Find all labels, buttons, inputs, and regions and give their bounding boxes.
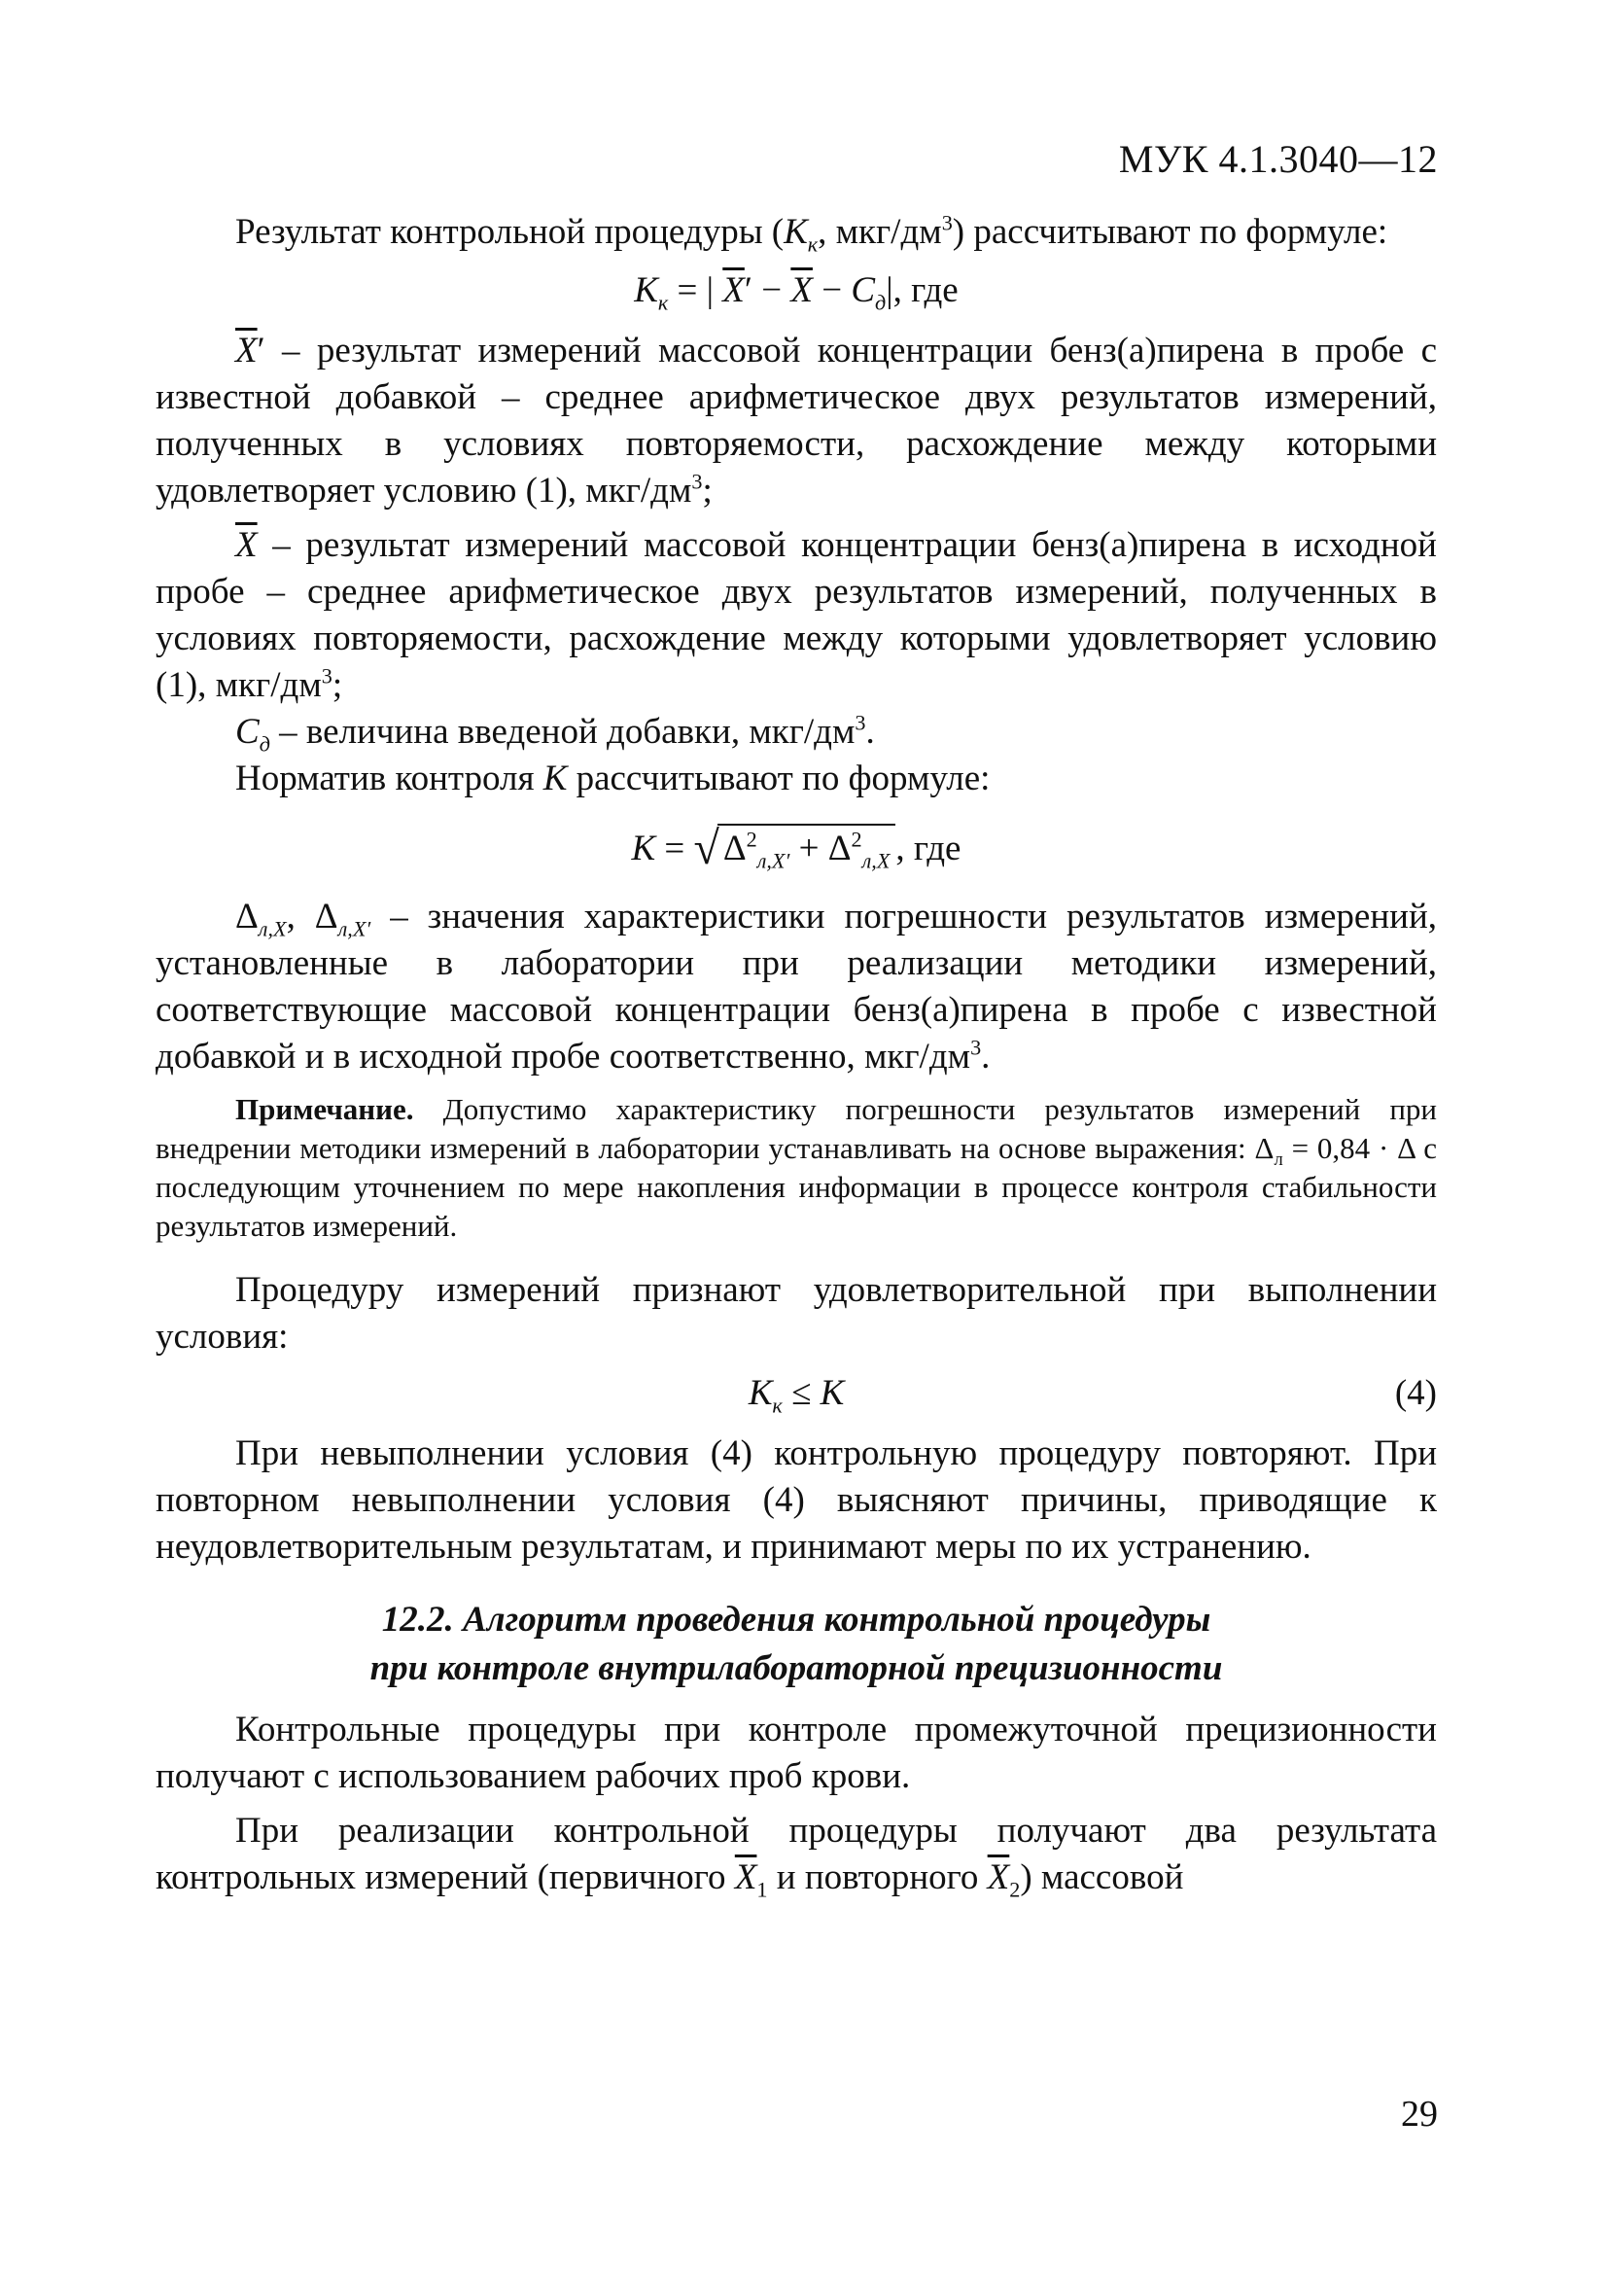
text-run: ; — [332, 665, 343, 705]
symbol-x-mean: $\overline{X}$ — [734, 1857, 757, 1897]
subscript: л,X — [258, 916, 287, 941]
subscript: л,X′ — [337, 916, 371, 941]
note-paragraph — [156, 1090, 1437, 1246]
superscript: 3 — [691, 469, 703, 494]
paragraph-two-results — [156, 1808, 1437, 1901]
superscript: 3 — [321, 663, 332, 689]
text-run: – результат измерений массовой концентрации бенз(а)пирена в исходной пробе – среднее арифметическое двух результатов измерений, полученных в условиях повторяемости, расхождение между которыми удовлетворяет условию (1), мкг/дм — [156, 525, 1437, 705]
symbol-c: C — [235, 712, 260, 752]
paragraph-acceptance: Процедуру измерений признают удовлетворительной при выполнении условия: — [156, 1270, 1437, 1357]
text-run: , — [286, 897, 315, 936]
text-run: Норматив контроля — [235, 759, 543, 798]
symbol-x-mean: $\overline{X}$ — [722, 270, 745, 310]
text-run: . — [981, 1037, 991, 1077]
subscript: 2 — [1009, 1877, 1021, 1902]
radical-sign: √ — [693, 823, 719, 874]
text-run: . — [865, 712, 875, 752]
symbol-delta: Δ — [722, 829, 747, 868]
symbol-c: C — [851, 270, 875, 310]
equation-number: (4) — [1394, 1373, 1437, 1413]
symbol-k: К — [634, 270, 658, 310]
radicand — [717, 824, 896, 872]
text-run: – результат измерений массовой концентрации бенз(а)пирена в пробе с известной добавкой – среднее арифметическое двух результатов измерений, полученных в условиях повторяемости, расхождение между которыми удовлетворяет условию (1), мкг/дм — [156, 331, 1437, 511]
paragraph-repeat: При невыполнении условия (4) контрольную процедуру повторяют. При повторном невыполнении условия (4) выясняют причины, приводящие к неудовлетворительным результатам, и принимают меры по их устранению. — [156, 1433, 1437, 1567]
page-number: 29 — [1401, 2094, 1438, 2135]
section-heading — [156, 1596, 1437, 1693]
document-id: МУК 4.1.3040—12 — [1118, 137, 1438, 181]
note-label: Примечание. — [235, 1092, 414, 1126]
text-run: ; — [702, 471, 713, 511]
section-heading-line: 12.2. Алгоритм проведения контрольной процедуры — [381, 1600, 1211, 1640]
definition-c — [156, 709, 1437, 756]
subscript: л,X — [861, 848, 891, 873]
operator: − — [812, 270, 852, 310]
text-run: – значения характеристики погрешности результатов измерений, установленные в лаборатории при реализации методики измерений, соответствующие массовой концентрации бенз(а)пирена в пробе с известной добавкой и в исходной пробе соответственно, мкг/дм — [156, 897, 1437, 1077]
symbol-delta: Δ — [827, 829, 852, 868]
text-run: рассчитывают по формуле: — [567, 759, 991, 798]
paragraph-intermediate-precision: Контрольные процедуры при контроле промежуточной прецизионности получают с использованием рабочих проб крови. — [156, 1710, 1437, 1796]
operator: + — [789, 829, 828, 868]
superscript: 3 — [941, 210, 953, 235]
subscript: к — [772, 1393, 783, 1418]
text-run: – величина введеной добавки, мкг/дм — [269, 712, 856, 752]
section-heading-line: при контроле внутрилабораторной прецизионности — [369, 1648, 1223, 1688]
formula-relation: ≤ К — [782, 1373, 845, 1413]
formula-tail: |, где — [886, 270, 959, 310]
superscript: 3 — [855, 710, 866, 735]
subscript: л — [1274, 1149, 1283, 1171]
text-run: и повторного — [767, 1857, 988, 1897]
prime-mark: ′ — [744, 270, 752, 310]
prime-mark: ′ — [257, 331, 265, 371]
subscript: д — [259, 731, 270, 757]
symbol-delta: Δ — [314, 897, 338, 936]
formula-tail: , где — [895, 829, 961, 868]
definition-x — [156, 522, 1437, 709]
paragraph-control-result — [156, 209, 1437, 256]
subscript: 1 — [756, 1877, 768, 1902]
paragraph-control-norm — [156, 756, 1437, 802]
operator: − — [752, 270, 791, 310]
text-run: , мкг/дм — [818, 212, 942, 252]
subscript: к — [657, 290, 669, 315]
symbol-k: К — [784, 212, 808, 252]
operator: = | — [668, 270, 723, 310]
text-run: ) массовой — [1020, 1857, 1184, 1897]
formula-k — [156, 824, 1437, 872]
symbol-x-mean: $\overline{X}$ — [235, 525, 258, 565]
superscript: 2 — [746, 827, 757, 852]
text-run: При реализации контрольной процедуры получают два результата контрольных измерений (первичного — [156, 1811, 1437, 1897]
page-body — [156, 209, 1437, 1901]
text-run: Результат контрольной процедуры ( — [235, 212, 785, 252]
symbol-k: К — [631, 829, 656, 868]
text-run: ) рассчитывают по формуле: — [952, 212, 1388, 252]
paragraph-delta-definition — [156, 894, 1437, 1080]
symbol-k: К — [748, 1373, 773, 1413]
subscript: л,X′ — [756, 848, 790, 873]
definition-x-prime — [156, 328, 1437, 514]
formula-condition-4 — [156, 1370, 1437, 1423]
subscript: д — [875, 290, 887, 315]
superscript: 2 — [851, 827, 862, 852]
formula-kk — [156, 267, 1437, 314]
subscript: к — [807, 231, 819, 257]
text-run: = 0,84 · Δ с последующим уточнением по мере накопления информации в процессе контроля стабильности результатов измерений. — [156, 1131, 1437, 1243]
symbol-x-mean: $\overline{X}$ — [987, 1857, 1010, 1897]
operator: = — [655, 829, 694, 868]
superscript: 3 — [970, 1035, 982, 1060]
symbol-x-mean: $\overline{X}$ — [790, 270, 813, 310]
text-run: Допустимо характеристику погрешности результатов измерений при внедрении методики измерений в лаборатории устанавливать на основе выражения: Δ — [156, 1092, 1437, 1165]
symbol-x-mean: $\overline{X}$ — [235, 331, 258, 371]
symbol-delta: Δ — [235, 897, 259, 936]
symbol-k: К — [542, 759, 568, 798]
formula-body — [156, 1370, 1437, 1417]
